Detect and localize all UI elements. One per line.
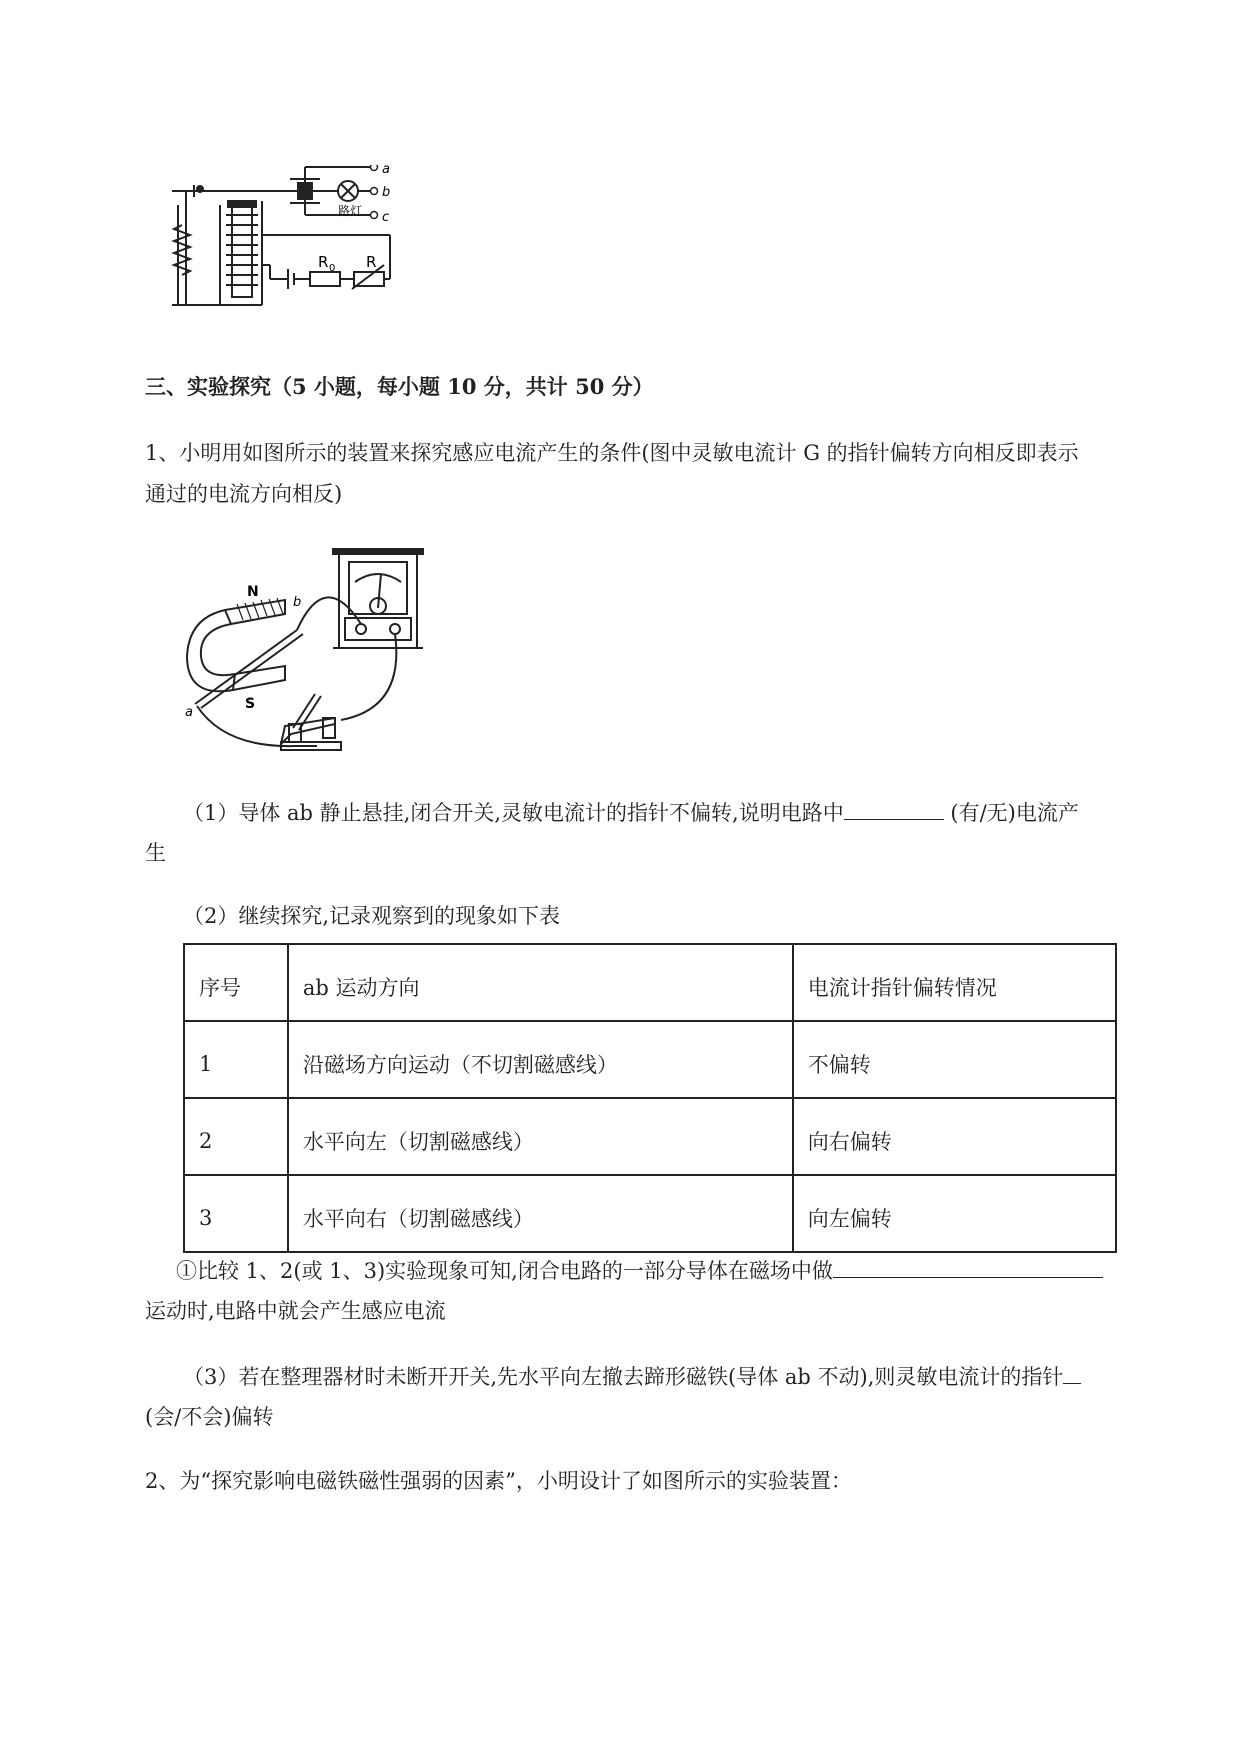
q2-stem: 2、为“探究影响电磁铁磁性强弱的因素”，小明设计了如图所示的实验装置： xyxy=(145,1469,852,1493)
q1-part1-line2: 生 xyxy=(145,841,166,865)
q1-conclusion-answer-blank[interactable] xyxy=(833,1255,1103,1278)
conductor-b-label: b xyxy=(293,595,302,610)
cell-direction: 沿磁场方向运动（不切割磁感线） xyxy=(288,1021,793,1098)
r0-label: R xyxy=(318,253,329,271)
cell-index: 3 xyxy=(184,1175,288,1252)
q1-conclusion-line1 xyxy=(176,1255,1103,1286)
table-row xyxy=(184,1175,1116,1252)
conductor-a-label: a xyxy=(185,705,193,720)
rheostat-label: R xyxy=(366,253,377,271)
section-heading: 三、实验探究（5 小题，每小题 10 分，共计 50 分） xyxy=(145,374,654,399)
cell-deflection: 向左偏转 xyxy=(793,1175,1116,1252)
table-row xyxy=(184,1098,1116,1175)
terminal-a-label: a xyxy=(382,165,390,177)
observation-table xyxy=(183,943,1117,1253)
cell-deflection: 向右偏转 xyxy=(793,1098,1116,1175)
header-deflection: 电流计指针偏转情况 xyxy=(793,944,1116,1021)
q1-part3-line1 xyxy=(183,1361,1081,1392)
terminal-b-label: b xyxy=(382,185,391,200)
magnet-n-label: N xyxy=(247,584,259,600)
q1-stem-line1: 1、小明用如图所示的装置来探究感应电流产生的条件(图中灵敏电流计 G 的指针偏转方向相反即表示 xyxy=(145,441,1079,465)
header-direction: ab 运动方向 xyxy=(288,944,793,1021)
q1-part1-answer-blank[interactable] xyxy=(844,797,944,820)
magnet-s-label: S xyxy=(245,696,256,712)
cell-index: 1 xyxy=(184,1021,288,1098)
q1-stem-line2: 通过的电流方向相反) xyxy=(145,482,343,506)
cell-deflection: 不偏转 xyxy=(793,1021,1116,1098)
r0-subscript: 0 xyxy=(329,263,336,274)
cell-direction: 水平向左（切割磁感线） xyxy=(288,1098,793,1175)
header-index: 序号 xyxy=(184,944,288,1021)
cell-index: 2 xyxy=(184,1098,288,1175)
q1-part1-text-before: （1）导体 ab 静止悬挂,闭合开关,灵敏电流计的指针不偏转,说明电路中 xyxy=(183,801,844,825)
cell-direction: 水平向右（切割磁感线） xyxy=(288,1175,793,1252)
q1-conclusion-line2: 运动时,电路中就会产生感应电流 xyxy=(145,1299,446,1323)
terminal-c-label: c xyxy=(382,210,390,225)
q1-part3-text: （3）若在整理器材时未断开开关,先水平向左撤去蹄形磁铁(导体 ab 不动),则灵敏电流计的指针 xyxy=(183,1365,1064,1389)
relay-circuit-figure xyxy=(170,165,450,335)
q1-part1-line1 xyxy=(183,797,1079,828)
lamp-label: 路灯 xyxy=(338,204,363,218)
table-row xyxy=(184,1021,1116,1098)
table-header-row xyxy=(184,944,1116,1021)
induction-experiment-figure xyxy=(185,548,435,758)
q1-part2-intro: （2）继续探究,记录观察到的现象如下表 xyxy=(183,904,561,928)
q1-conclusion-text: ①比较 1、2(或 1、3)实验现象可知,闭合电路的一部分导体在磁场中做 xyxy=(176,1259,833,1283)
q1-part3-answer-blank[interactable] xyxy=(1063,1361,1081,1384)
q1-part1-text-after: (有/无)电流产 xyxy=(943,801,1079,825)
q1-part3-line2: (会/不会)偏转 xyxy=(145,1405,274,1429)
